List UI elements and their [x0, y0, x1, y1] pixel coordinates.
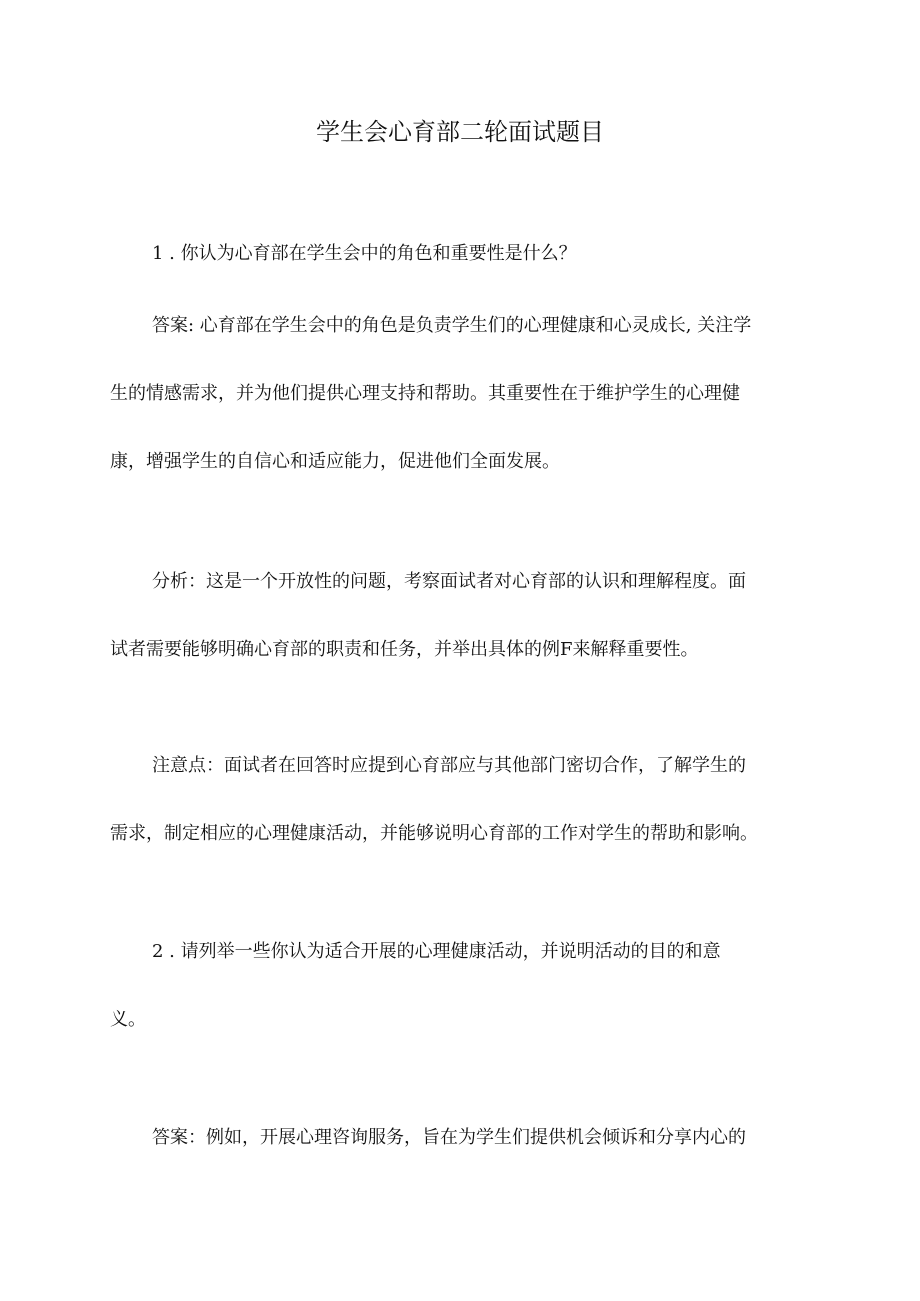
- answer-2-line-1: 答案：例如，开展心理咨询服务，旨在为学生们提供机会倾诉和分享内心的: [152, 1127, 746, 1148]
- answer-1-line-3: 康，增强学生的自信心和适应能力，促进他们全面发展。: [110, 451, 560, 472]
- analysis-1-line-1: 分析：这是一个开放性的问题，考察面试者对心育部的认识和理解程度。面: [152, 571, 746, 592]
- question-1: 1 . 你认为心育部在学生会中的角色和重要性是什么？: [152, 243, 577, 264]
- question-2-line-1: 2 . 请列举一些你认为适合开展的心理健康活动，并说明活动的目的和意: [152, 941, 721, 962]
- answer-1-line-1: 答案: 心育部在学生会中的角色是负责学生们的心理健康和心灵成长, 关注学: [152, 315, 752, 336]
- document-title: 学生会心育部二轮面试题目: [316, 118, 604, 146]
- answer-1-line-2: 生的情感需求，并为他们提供心理支持和帮助。其重要性在于维护学生的心理健: [110, 383, 740, 404]
- note-1-line-2: 需求，制定相应的心理健康活动，并能够说明心育部的工作对学生的帮助和影响。: [110, 823, 758, 844]
- analysis-1-line-2: 试者需要能够明确心育部的职责和任务，并举出具体的例F来解释重要性。: [110, 639, 699, 660]
- question-2-line-2: 义。: [110, 1009, 146, 1030]
- note-1-line-1: 注意点：面试者在回答时应提到心育部应与其他部门密切合作，了解学生的: [152, 755, 746, 776]
